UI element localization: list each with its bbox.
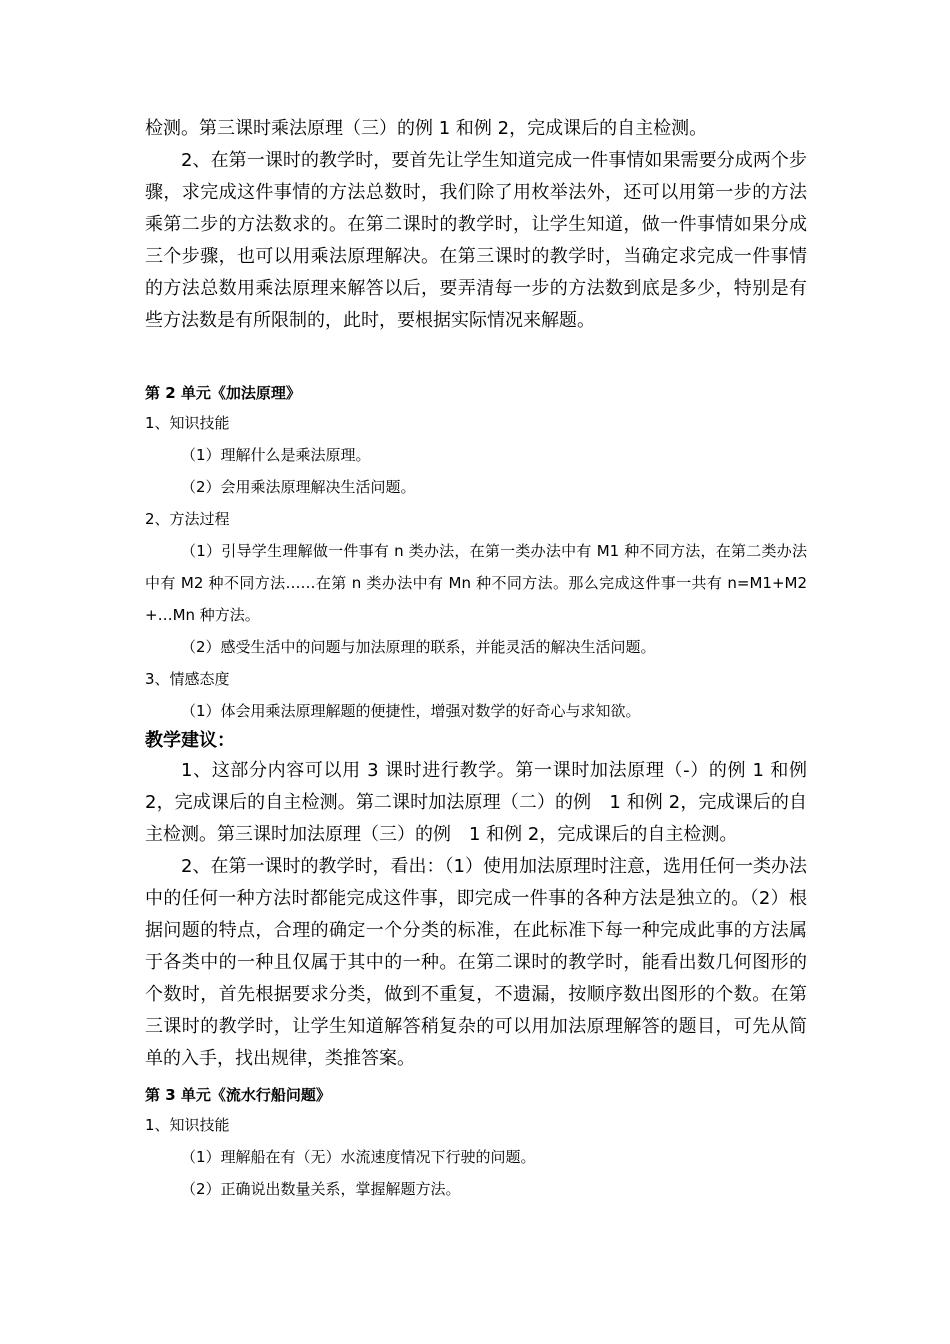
list-item: （2）感受生活中的问题与加法原理的联系，并能灵活的解决生活问题。 [181, 638, 656, 656]
document-body [145, 113, 807, 1205]
list-item: （2）会用乘法原理解决生活问题。 [181, 478, 416, 496]
list-item: （1）引导学生理解做一件事有 n 类办法，在第一类办法中有 M1 种不同方法，在第二类办法中有 M2 种不同方法……在第 n 类办法中有 Mn 种不同方法。那么完成这件事一共有 n=M1+M2+…Mn 种方法。 [145, 542, 807, 624]
advice-heading: 教学建议： [145, 730, 235, 751]
unit-heading: 第 2 单元《加法原理》 [145, 384, 301, 402]
unit-heading: 第 3 单元《流水行船问题》 [145, 1086, 331, 1104]
list-item: （2）正确说出数量关系，掌握解题方法。 [181, 1180, 461, 1198]
section-label: 1、知识技能 [145, 1116, 230, 1134]
section-label: 1、知识技能 [145, 414, 230, 432]
paragraph: 检测。第三课时乘法原理（三）的例 1 和例 2，完成课后的自主检测。 [145, 118, 708, 139]
section-label: 3、情感态度 [145, 670, 230, 688]
list-item: （1）体会用乘法原理解题的便捷性，增强对数学的好奇心与求知欲。 [181, 702, 641, 720]
paragraph: 2、在第一课时的教学时，看出：（1）使用加法原理时注意，选用任何一类办法中的任何一种方法时都能完成这件事，即完成一件事的各种方法是独立的。（2）根据问题的特点，合理的确定一个分类的标准，在此标准下每一种完成此事的方法属于各类中的一种且仅属于其中的一种。在第二课时的教学时，能看出数几何图形的个数时，首先根据要求分类，做到不重复，不遗漏，按顺序数出图形的个数。在第三课时的教学时，让学生知道解答稍复杂的可以用加法原理解答的题目，可先从简单的入手，找出规律，类推答案。 [145, 856, 807, 1069]
list-item: （1）理解什么是乘法原理。 [181, 446, 371, 464]
list-item: （1）理解船在有（无）水流速度情况下行驶的问题。 [181, 1148, 536, 1166]
paragraph: 2、在第一课时的教学时，要首先让学生知道完成一件事情如果需要分成两个步骤，求完成这件事情的方法总数时，我们除了用枚举法外，还可以用第一步的方法乘第二步的方法数求的。在第二课时的教学时，让学生知道，做一件事情如果分成三个步骤，也可以用乘法原理解决。在第三课时的教学时，当确定求完成一件事情的方法总数用乘法原理来解答以后，要弄清每一步的方法数到底是多少，特别是有些方法数是有所限制的，此时，要根据实际情况来解题。 [145, 150, 807, 331]
paragraph: 1、这部分内容可以用 3 课时进行教学。第一课时加法原理（-）的例 1 和例 2，完成课后的自主检测。第二课时加法原理（二）的例 1 和例 2，完成课后的自主检测。第三课时加法原理（三）的例 1 和例 2，完成课后的自主检测。 [145, 760, 807, 845]
section-label: 2、方法过程 [145, 510, 230, 528]
